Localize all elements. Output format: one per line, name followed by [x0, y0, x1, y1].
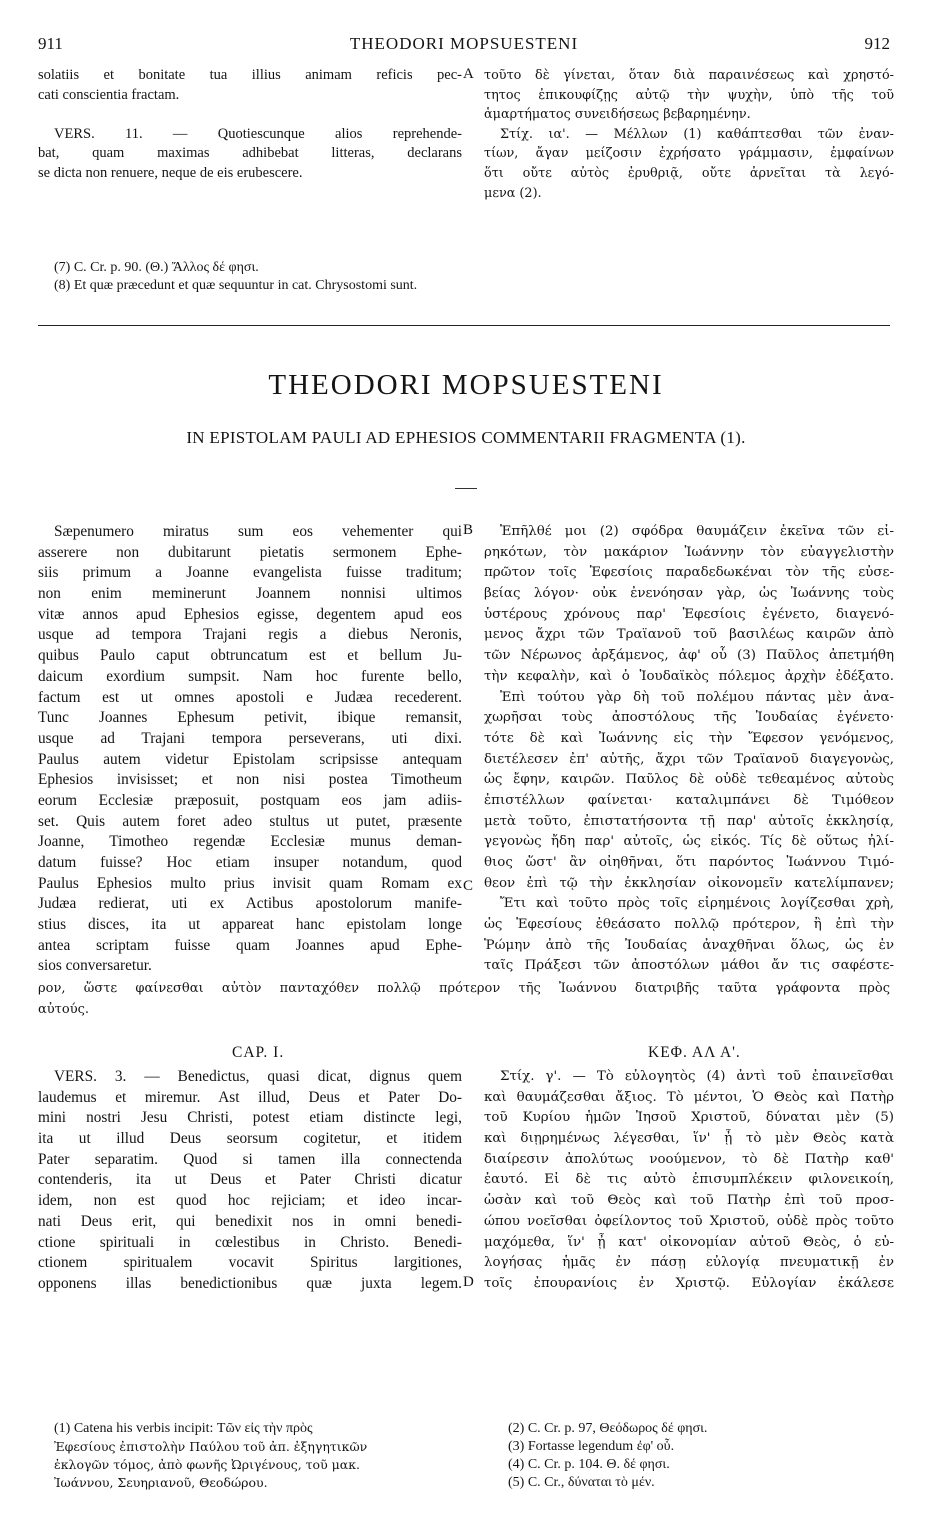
footnote-1-line: Ἐφεσίους ἐπιστολὴν Παύλου τοῦ ἀπ. ἐξηγητικῶν — [54, 1439, 368, 1454]
footnote-1-line: ἐκλογῶν τόμος, ἀπὸ φωνῆς Ὠριγένους, τοῦ μακ. — [54, 1457, 360, 1472]
margin-marker-b: B — [463, 522, 474, 538]
body-greek-column — [484, 522, 894, 977]
section-rule — [38, 325, 890, 326]
body-latin-line: Ephesios invisisset; et non nisi postea Timotheum — [38, 771, 462, 789]
chapter-latin-line: contenderis, ita ut Deus et Pater Christi dicatur — [38, 1171, 462, 1189]
body-latin-line: factum est ut omnes apostoli e Judæa recederent. — [38, 688, 462, 706]
body-greek-line: ὡς Ἐφεσίους ἐθεάσατο πολλῷ πρότερον, ἢ ἐπὶ τὴν — [484, 917, 894, 933]
footnote-4: (4) C. Cr. p. 104. Θ. δέ φησι. — [508, 1457, 670, 1472]
margin-marker-c: C — [463, 878, 474, 894]
chapter-greek-line: λογήσας ἡμᾶς ἐν πάσῃ εὐλογίᾳ πνευματικῇ ἐν — [484, 1255, 894, 1271]
body-latin-line: set. Quis autem foret adeo stultus ut putet, præsente — [38, 812, 462, 830]
chapter-latin-line: laudemus et miremur. Ast illud, Deus et Pater Do- — [38, 1088, 462, 1106]
chapter-greek-line: καὶ θαυμάζεσθαι ἄξιος. Τὸ μέντοι, Ὁ Θεὸς καὶ Πατὴρ — [484, 1089, 894, 1105]
body-greek-line: Ἐπῆλθέ μοι (2) σφόδρα θαυμάζειν ἐκεῖνα τῶν εἰ- — [500, 524, 894, 539]
top-greek-line: Στίχ. ια'. — Μέλλων (1) καθάπτεσθαι τῶν ἐναν- — [500, 126, 894, 142]
chapter-heading-latin: CAP. I. — [232, 1044, 285, 1061]
body-latin-line: siis primum a Joanne evangelista fuisse traditum; — [38, 564, 462, 582]
chapter-greek-line: καὶ διῃρημένως λέγεσθαι, ἵν' ᾖ τὸ μὲν Θεὸς κατὰ — [484, 1131, 894, 1147]
body-greek-line: ἐπιστέλλων φαίνεται· καταλιμπάνει δὲ Τιμόθεον — [484, 792, 894, 808]
body-latin-line: asserere non dubitarunt pietatis sermonem Ephe- — [38, 543, 462, 561]
body-latin-line: stius disces, ita ut appareat hanc epistolam longe — [38, 916, 462, 934]
body-greek-full-line: ρον, ὥστε φαίνεσθαι αὐτὸν πανταχόθεν πολλῷ πρότερον τῆς Ἰωάννου διατριβῆς ταῦτα γράφοντα πρὸς — [38, 981, 890, 996]
chapter-greek-line: τοῦ Κυρίου ἡμῶν Ἰησοῦ Χριστοῦ, δύναται μὲν (5) — [484, 1110, 894, 1126]
body-greek-line: Ἔτι καὶ τοῦτο πρὸς τοῖς εἰρημένοις λογίζεσθαι χρὴ, — [500, 896, 894, 912]
footnote-3: (3) Fortasse legendum ἐφ' οὗ. — [508, 1439, 675, 1454]
top-latin-line: VERS. 11. — Quotiescunque alios reprehende- — [54, 125, 462, 142]
body-greek-line: χωρῆσαι τοὺς ἀποστόλους τῆς Ἰουδαίας ἐγένετο· — [484, 710, 894, 726]
body-latin-line: Tunc Joannes Ephesum petivit, ibique remansit, — [38, 709, 462, 727]
body-latin-column — [38, 522, 462, 977]
top-latin-line: se dicta non renuere, neque de eis erubescere. — [38, 164, 303, 181]
body-latin-line: vitæ annos apud Ephesios egisse, degentem apud eos — [38, 605, 462, 623]
top-greek-line: τητος ἐπικουφίζῃς αὐτῷ τὴν ψυχὴν, ὑπὸ τῆς τοῦ — [484, 87, 894, 103]
body-greek-line: μετὰ τοῦτο, ἐπιστατήσοντα τῇ παρ' αὐτοῖς ἐκκλησίᾳ, — [484, 813, 894, 829]
body-latin-line: datum fuisse? Hoc etiam insuper notandum, quod — [38, 854, 462, 871]
chapter-greek-line: διαίρεσιν ἀπολύτως νοούμενον, τὸ δὲ Πατὴρ καθ' — [484, 1151, 894, 1167]
top-latin-line: bat, quam maximas adhibebat litteras, declarans — [38, 145, 462, 162]
bottom-footnotes-right — [508, 1420, 888, 1492]
work-subtitle: IN EPISTOLAM PAULI AD EPHESIOS COMMENTARII FRAGMENTA (1). — [186, 428, 746, 447]
bottom-footnotes-left — [54, 1420, 474, 1492]
chapter-greek-column — [484, 1067, 894, 1295]
top-greek-line: τίων, ἄγαν μείζοσιν ἐχρήσατο γράμμασιν, ἐμφαίνων — [484, 146, 894, 162]
body-latin-line: antea scriptam fuisse quam Joannes apud Ephe- — [38, 936, 462, 954]
margin-marker-a: A — [463, 66, 474, 82]
body-latin-line: Paulus Ephesios multo prius invisit quam Romam ex — [38, 874, 462, 892]
body-latin-line: Judæa redierat, uti ex Actibus apostolorum manife- — [38, 895, 462, 913]
chapter-latin-line: opponens illas benedictionibus quæ juxta legem. — [38, 1274, 462, 1292]
page-number-right: 912 — [864, 34, 890, 53]
running-header — [38, 34, 890, 56]
body-greek-full-line: αὐτούς. — [38, 1002, 90, 1017]
body-greek-line: τὴν κεφαλὴν, καὶ ὁ Ἰουδαϊκὸς πόλεμος ἀρχὴν ἐδέξατο. — [484, 668, 894, 684]
body-latin-line: Joanne, Timotheo regendæ Ecclesiæ munus deman- — [38, 833, 462, 851]
chapter-latin-line: ita ut illud Deus seorsum cogitetur, et itidem — [38, 1130, 462, 1148]
chapter-latin-line: ctione spirituali in cœlestibus in Christo. Benedi- — [38, 1233, 462, 1251]
chapter-greek-line: μαχόμεθα, ἵν' ᾖ κατ' οἰκονομίαν αὐτοῦ Θεὸς, ὁ εὐ- — [484, 1234, 894, 1250]
body-latin-line: non enim meminerunt Joannem nonnisi ultimos — [38, 585, 462, 603]
top-latin-line: cati conscientia fractam. — [38, 86, 180, 103]
body-latin-line: usque ad tempora Trajani regis a diebus Neronis, — [38, 626, 462, 644]
body-greek-line: Ἐπὶ τούτου γὰρ δὴ τοῦ πολέμου πάντας μὲν ἀνα- — [500, 689, 894, 705]
top-greek-line: μενα (2). — [484, 185, 542, 201]
title-dash — [455, 488, 477, 489]
footnote-2: (2) C. Cr. p. 97, Θεόδωρος δέ φησι. — [508, 1421, 708, 1436]
body-greek-line: τῶν Νέρωνος ἀρξάμενος, ἀφ' οὗ (3) Παῦλος ἀπετμήθη — [484, 648, 894, 664]
body-greek-line: ὡς ἔφην, καιρῶν. Παῦλος δὲ οὐδὲ τεθεαμένος αὐτοὺς — [484, 772, 894, 788]
body-greek-line: ρηκότων, τὸν μακάριον Ἰωάννην τὸν εὐαγγελιστὴν — [484, 544, 894, 560]
body-greek-full-width — [38, 978, 890, 1020]
footnote-8: (8) Et quæ præcedunt et quæ sequuntur in cat. Chrysostomi sunt. — [54, 278, 418, 293]
top-greek-column — [484, 66, 894, 203]
top-latin-column — [38, 66, 462, 184]
body-greek-line: πρῶτον τοῖς Ἐφεσίοις παραδεδωκέναι τὸν τῆς εὐσε- — [484, 565, 894, 581]
body-greek-line: διετέλεσεν ἐπ' αὐτῆς, ἄχρι τῶν Τραϊανοῦ διαγεγονὼς, — [484, 751, 894, 767]
page-number-left: 911 — [38, 34, 63, 53]
footnote-1-line: Ἰωάννου, Σευηριανοῦ, Θεοδώρου. — [54, 1475, 268, 1490]
chapter-heading-greek: ΚΕΦ. ΑΛ Α'. — [648, 1044, 741, 1061]
top-latin-line: solatiis et bonitate tua illius animam reficis pec- — [38, 67, 462, 83]
chapter-latin-line: ctionem spiritualem vocavit Spiritus largitiones, — [38, 1254, 462, 1272]
body-greek-line: θεον ἐπὶ τῷ τὴν ἐκκλησίαν οἰκονομεῖν κατελίμπανεν; — [484, 875, 894, 891]
top-greek-line: τοῦτο δὲ γίνεται, ὅταν διὰ παραινέσεως καὶ χρηστό- — [484, 68, 894, 83]
chapter-latin-line: Pater separatim. Quod si tamen illa connectenda — [38, 1150, 462, 1168]
footnote-7: (7) C. Cr. p. 90. (Θ.) Ἄλλος δέ φησι. — [54, 260, 259, 275]
footnote-1-line: (1) Catena his verbis incipit: Τῶν εἰς τὴν πρὸς — [54, 1421, 313, 1436]
body-latin-line: usque ad Trajani tempora perseverans, uti dixi. — [38, 729, 462, 747]
chapter-greek-line: ώπου νοεῖσθαι ὀφείλοντος τοῦ Χριστοῦ, οὐδὲ πρὸς τοῦτο — [484, 1213, 894, 1229]
footnote-5: (5) C. Cr., δύναται τὸ μέν. — [508, 1475, 655, 1490]
chapter-latin-line: nati Deus erit, qui benedixit nos in omni benedi- — [38, 1212, 462, 1230]
chapter-greek-line: τοῖς ἐπουρανίοις ἐν Χριστῷ. Εὐλογίαν ἐκάλεσε — [484, 1275, 894, 1291]
chapter-latin-line: mini nostri Jesu Christi, potest etiam distincte legi, — [38, 1109, 462, 1127]
chapter-latin-line: idem, non est quod hoc rejiciam; et ideo incar- — [38, 1192, 462, 1210]
body-greek-line: τότε δὲ καὶ Ἰωάννης εἰς τὴν Ἔφεσον γενόμενος, — [484, 730, 894, 746]
running-title: THEODORI MOPSUESTENI — [349, 34, 579, 53]
body-greek-line: ὑστέρους χρόνους παρ' Ἐφεσίοις ἐγένετο, διαγενό- — [484, 606, 894, 622]
body-greek-line: βείας λόγον· οὐκ ἐνενόησαν γὰρ, ὡς Ἰωάννης τοὺς — [484, 586, 894, 602]
top-greek-line: ἁμαρτήματος συνειδήσεως βεβαρημένην. — [484, 107, 751, 123]
chapter-greek-line: ἑαυτό. Εἰ δὲ τις αὐτὸ ἐπισυμπλέκειν φιλονεικοίη, — [484, 1172, 894, 1188]
body-latin-line: quibus Paulo caput obtruncatum est et bellum Ju- — [38, 647, 462, 665]
body-latin-line: Paulus autem videtur Epistolam scripsisse antequam — [38, 750, 462, 768]
chapter-greek-line: ὡσὰν καὶ τοῦ Θεὸς καὶ τοῦ Πατὴρ ἐπὶ τοῦ προσ- — [484, 1193, 894, 1209]
chapter-latin-line: VERS. 3. — Benedictus, quasi dicat, dignus quem — [54, 1068, 462, 1085]
margin-marker-d: D — [463, 1274, 474, 1290]
body-greek-line: ταῖς Πράξεσι τῶν ἀποστόλων μάθοι ἄν τις σαφέστε- — [484, 958, 894, 974]
top-footnotes — [54, 259, 834, 295]
body-latin-line: eorum Ecclesiæ præposuit, postquam eos jam adiis- — [38, 791, 462, 809]
top-latin-line — [38, 105, 462, 125]
body-greek-line: θιος ὥστ' ἂν οἰηθῆναι, ὅτι παρόντος Ἰωάννου Τιμό- — [484, 855, 894, 870]
chapter-latin-column — [38, 1067, 462, 1295]
body-latin-line: sios conversaretur. — [38, 957, 152, 975]
body-latin-line: Sæpenumero miratus sum eos vehementer qui — [54, 523, 462, 540]
body-greek-line: γεγονὼς ἤδη παρ' αὐτοῖς, ὡς εἰκός. Τίς δὲ οὕτως ἠλί- — [484, 834, 894, 850]
body-greek-line: μενος ἄχρι τῶν Τραϊανοῦ τοῦ βασιλέως καιρῶν ἀπὸ — [484, 627, 894, 643]
body-greek-line: Ῥώμην ἀπὸ τῆς Ἰουδαίας ἀναχθῆναι ὅλως, ὡς ἐν — [484, 937, 894, 953]
body-latin-line: daicum exordium sumpsit. Nam hoc furente bello, — [38, 667, 462, 685]
top-greek-line: ὅτι οὔτε αὐτὸς ἐρυθριᾷ, οὔτε ἀρνεῖται τὰ λεγό- — [484, 165, 894, 181]
chapter-greek-line: Στίχ. γ'. — Τὸ εὐλογητὸς (4) ἀντὶ τοῦ ἐπαινεῖσθαι — [500, 1069, 894, 1084]
work-title: THEODORI MOPSUESTENI — [268, 369, 664, 401]
